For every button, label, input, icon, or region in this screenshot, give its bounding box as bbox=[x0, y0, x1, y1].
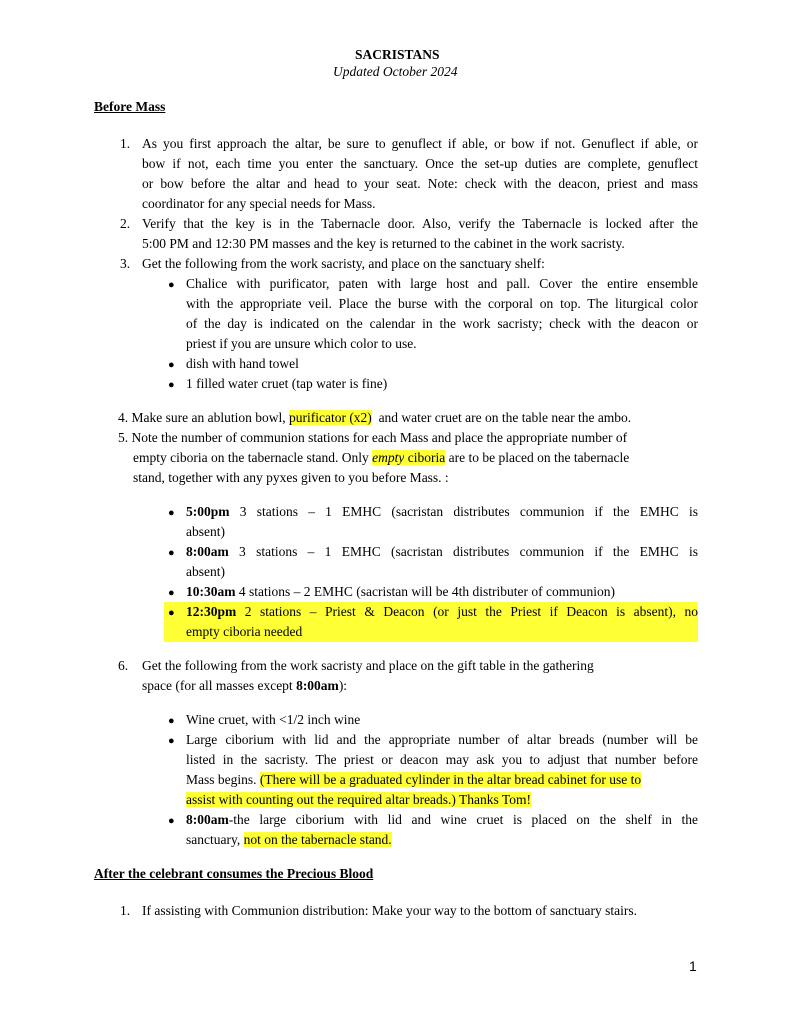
item6-line2 bbox=[142, 678, 347, 694]
item6-line2-bold: 8:00am bbox=[296, 678, 339, 693]
bullet-icon: ● bbox=[168, 815, 175, 827]
list-number: 6. bbox=[118, 658, 129, 673]
bullet-icon: ● bbox=[168, 715, 175, 727]
item3-bullet1-line: of the day is indicated on the calendar in the work sacristy; check with the deacon or bbox=[186, 316, 698, 331]
schedule-line-cont: empty ciboria needed bbox=[186, 624, 303, 639]
schedule-time: 8:00am bbox=[186, 544, 229, 559]
item6-bullet3-line2-highlight: not on the tabernacle stand. bbox=[243, 832, 392, 847]
schedule-line-cont: absent) bbox=[186, 524, 225, 539]
list-number: 3. bbox=[120, 256, 131, 271]
item6-bullet1: Wine cruet, with <1/2 inch wine bbox=[186, 712, 361, 727]
item4-text-before: 4. Make sure an ablution bowl, bbox=[118, 410, 289, 425]
item3-bullet1-line: Chalice with purificator, paten with large host and pall. Cover the entire ensemble bbox=[186, 276, 698, 291]
item6-bullet2-line: listed in the sacristy. The priest or deacon may ask you to adjust that number before bbox=[186, 752, 698, 767]
bullet-icon: ● bbox=[168, 547, 175, 559]
item6-line1: Get the following from the work sacristy and place on the gift table in the gathering bbox=[142, 658, 594, 673]
item6-bullet3-line2 bbox=[186, 832, 392, 848]
doc-title: SACRISTANS bbox=[355, 47, 440, 62]
schedule-time: 5:00pm bbox=[186, 504, 230, 519]
item4-line bbox=[118, 410, 631, 426]
bullet-icon: ● bbox=[168, 379, 175, 391]
item3-bullet2: dish with hand towel bbox=[186, 356, 299, 371]
section-heading-after-blood: After the celebrant consumes the Precious Blood bbox=[94, 866, 374, 881]
schedule-time: 12:30pm bbox=[186, 604, 237, 619]
bullet-icon: ● bbox=[168, 279, 175, 291]
bullet-icon: ● bbox=[168, 587, 175, 599]
schedule-time: 10:30am bbox=[186, 584, 236, 599]
list-number: 2. bbox=[120, 216, 131, 231]
item5-line2 bbox=[133, 450, 629, 466]
item6-bullet2-line3 bbox=[186, 772, 641, 788]
doc-subtitle: Updated October 2024 bbox=[333, 64, 458, 79]
bullet-icon: ● bbox=[168, 359, 175, 371]
schedule-line bbox=[186, 504, 698, 520]
after-blood-item1: If assisting with Communion distribution: Make your way to the bottom of sanctuary stairs. bbox=[142, 903, 637, 918]
bullet-icon: ● bbox=[168, 507, 175, 519]
list-number: 1. bbox=[120, 136, 131, 151]
item5-line2-before: empty ciboria on the tabernacle stand. Only bbox=[133, 450, 373, 465]
item6-bullet3-bold: 8:00am bbox=[186, 812, 229, 827]
section-heading-before-mass: Before Mass bbox=[94, 99, 166, 114]
item6-bullet3-text: -the large ciborium with lid and wine cruet is placed on the shelf in the bbox=[228, 812, 698, 827]
item2-line: 5:00 PM and 12:30 PM masses and the key is returned to the cabinet in the work sacristy. bbox=[142, 236, 625, 251]
item6-bullet3-line1 bbox=[186, 812, 698, 828]
item5-line3: stand, together with any pyxes given to you before Mass. : bbox=[133, 470, 449, 485]
item6-bullet2-line4-highlight: assist with counting out the required altar breads.) Thanks Tom! bbox=[186, 792, 531, 807]
schedule-text: 3 stations – 1 EMHC (sacristan distributes communion if the EMHC is bbox=[229, 504, 698, 519]
schedule-text: 3 stations – 1 EMHC (sacristan distributes communion if the EMHC is bbox=[228, 544, 698, 559]
item4-text-after: and water cruet are on the table near the ambo. bbox=[371, 410, 632, 425]
item3-bullet3: 1 filled water cruet (tap water is fine) bbox=[186, 376, 388, 391]
item3-text: Get the following from the work sacristy, and place on the sanctuary shelf: bbox=[142, 256, 545, 271]
item1-line: or bow before the altar and head to your seat. Note: check with the deacon, priest and mass bbox=[142, 176, 698, 191]
item4-highlight: purificator (x2) bbox=[288, 410, 372, 425]
item6-line2-before: space (for all masses except bbox=[142, 678, 297, 693]
item6-bullet2-line: Large ciborium with lid and the appropriate number of altar breads (number will be bbox=[186, 732, 698, 747]
item5-line2-after: are to be placed on the tabernacle bbox=[445, 450, 630, 465]
item6-bullet2-line4 bbox=[186, 792, 531, 808]
item6-bullet2-line3-highlight: (There will be a graduated cylinder in the altar bread cabinet for use to bbox=[259, 772, 642, 787]
schedule-text: 2 stations – Priest & Deacon (or just the Priest if Deacon is absent), no bbox=[236, 604, 698, 619]
item1-line: As you first approach the altar, be sure to genuflect if able, or bow if not. Genuflect if able, or bbox=[142, 136, 698, 151]
schedule-line bbox=[186, 584, 615, 600]
item1-line: bow if not, each time you enter the sanctuary. Once the set-up duties are complete, genuflect bbox=[142, 156, 698, 171]
item2-line: Verify that the key is in the Tabernacle door. Also, verify the Tabernacle is locked after the bbox=[142, 216, 698, 231]
item5-line2-italic: empty bbox=[372, 450, 405, 465]
item1-line: coordinator for any special needs for Mass. bbox=[142, 196, 376, 211]
item6-bullet3-line2-before: sanctuary, bbox=[186, 832, 244, 847]
list-number: 1. bbox=[120, 903, 131, 918]
schedule-line-cont: absent) bbox=[186, 564, 225, 579]
item6-bullet2-line3-before: Mass begins. bbox=[186, 772, 260, 787]
item6-line2-after: ): bbox=[338, 678, 348, 693]
item3-bullet1-line: priest if you are unsure which color to use. bbox=[186, 336, 417, 351]
item5-line2-highlight: ciboria bbox=[404, 450, 446, 465]
bullet-icon: ● bbox=[168, 607, 175, 619]
page-number: 1 bbox=[689, 958, 697, 974]
schedule-line bbox=[186, 544, 698, 560]
bullet-icon: ● bbox=[168, 735, 175, 747]
item5-line1: 5. Note the number of communion stations for each Mass and place the appropriate number of bbox=[118, 430, 628, 445]
schedule-text: 4 stations – 2 EMHC (sacristan will be 4th distributer of communion) bbox=[235, 584, 615, 599]
schedule-line bbox=[186, 604, 698, 620]
item3-bullet1-line: with the appropriate veil. Place the burse with the corporal on top. The liturgical color bbox=[186, 296, 698, 311]
